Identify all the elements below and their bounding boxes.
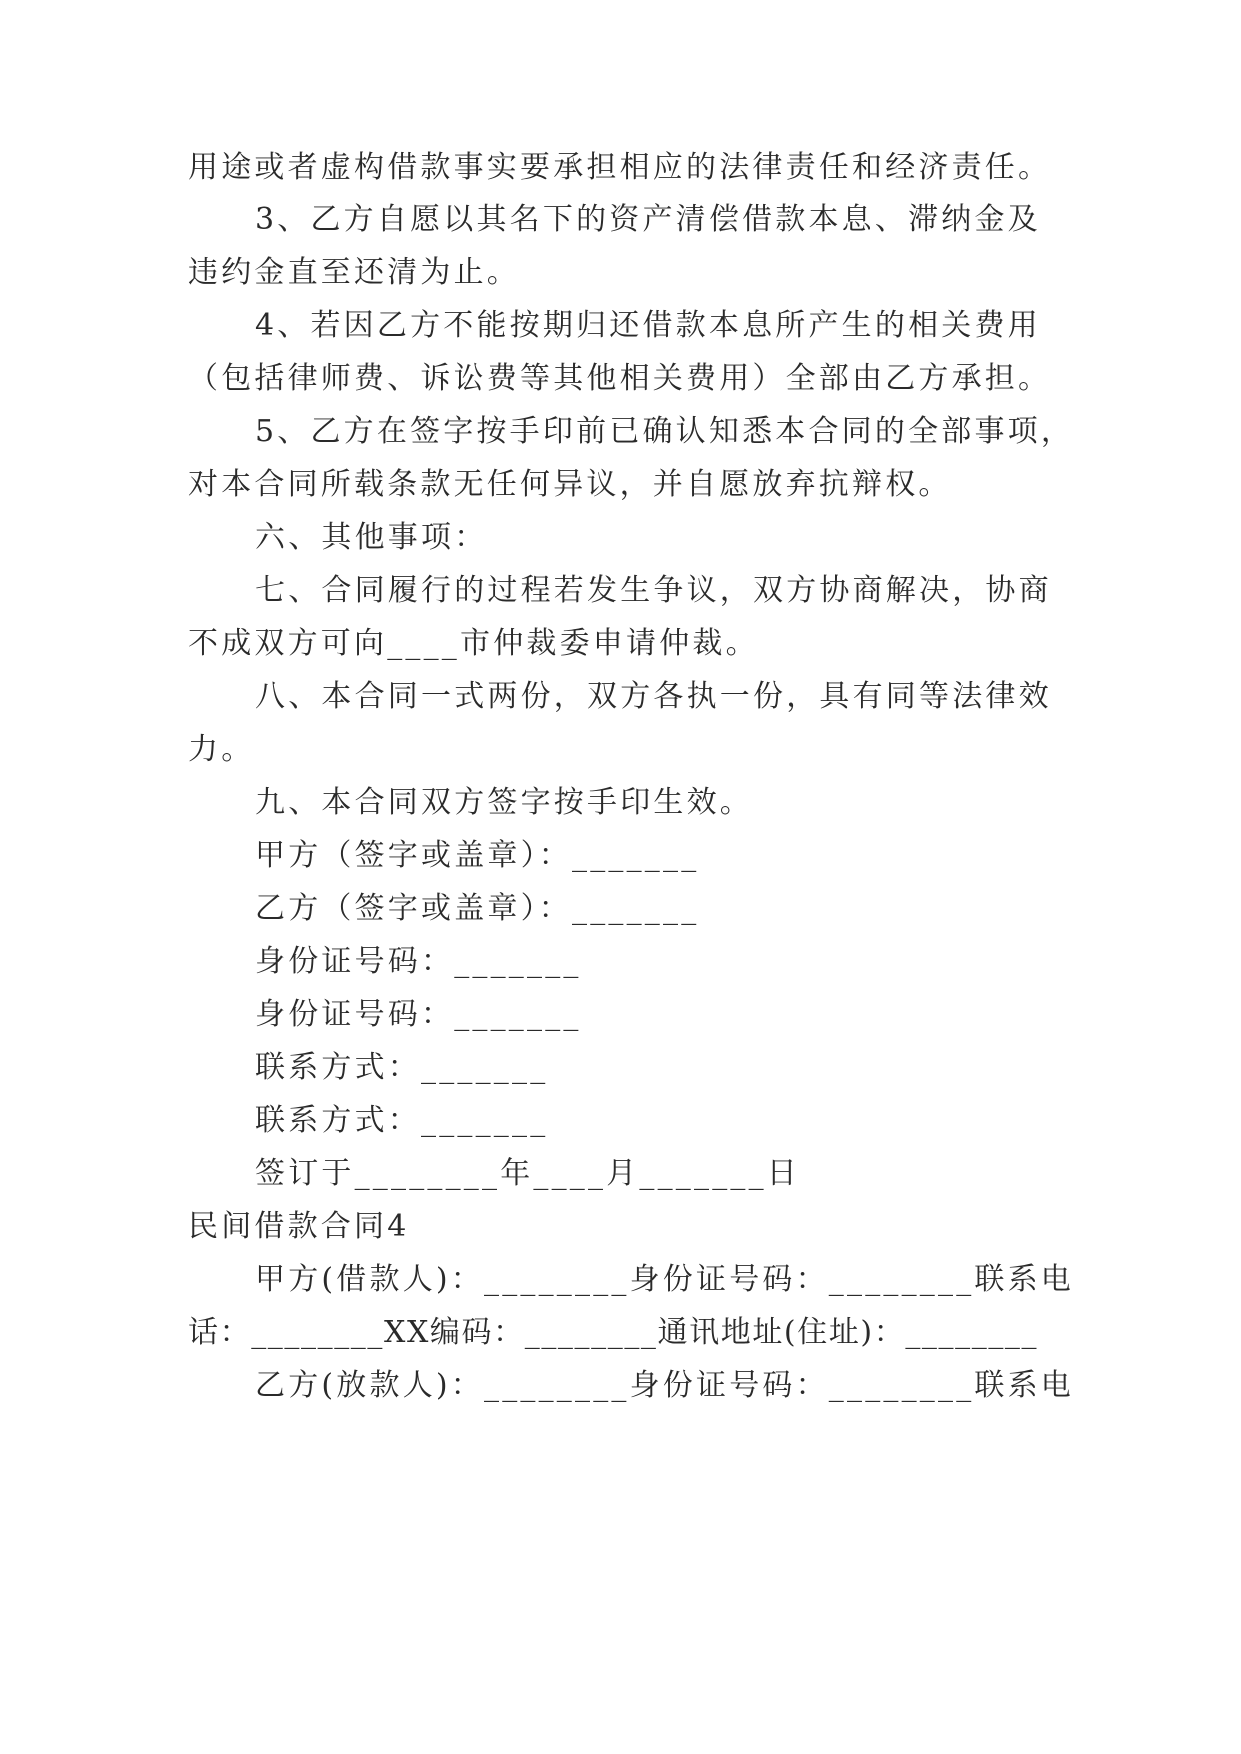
paragraph-line: 对本合同所载条款无任何异议，并自愿放弃抗辩权。 bbox=[188, 467, 952, 502]
section-8-line: 八、本合同一式两份，双方各执一份，具有同等法律效 bbox=[255, 679, 1052, 714]
paragraph-line: 不成双方可向____市仲裁委申请仲裁。 bbox=[188, 626, 759, 661]
party-b-info-line: 乙方(放款人)：________身份证号码：________联系电 bbox=[255, 1368, 1075, 1403]
clause-4-line: 4、若因乙方不能按期归还借款本息所产生的相关费用 bbox=[255, 308, 1041, 343]
contract-title: 民间借款合同4 bbox=[188, 1209, 410, 1244]
paragraph-line: （包括律师费、诉讼费等其他相关费用）全部由乙方承担。 bbox=[188, 361, 1052, 396]
contact-field: 联系方式：_______ bbox=[255, 1050, 549, 1085]
party-a-signature-field: 甲方（签字或盖章）：_______ bbox=[255, 838, 700, 873]
signing-date-field: 签订于________年____月_______日 bbox=[255, 1156, 800, 1191]
contact-field: 联系方式：_______ bbox=[255, 1103, 549, 1138]
paragraph-line: 用途或者虚构借款事实要承担相应的法律责任和经济责任。 bbox=[188, 150, 1052, 185]
section-7-line: 七、合同履行的过程若发生争议，双方协商解决，协商 bbox=[255, 573, 1052, 608]
paragraph-line: 力。 bbox=[188, 732, 255, 767]
id-number-field: 身份证号码：_______ bbox=[255, 944, 582, 979]
clause-5-line: 5、乙方在签字按手印前已确认知悉本合同的全部事项， bbox=[255, 414, 1075, 449]
id-number-field: 身份证号码：_______ bbox=[255, 997, 582, 1032]
section-6-heading: 六、其他事项： bbox=[255, 520, 488, 555]
party-a-info-line: 话：________XX编码：________通讯地址(住址)：________ bbox=[188, 1315, 1039, 1350]
paragraph-line: 违约金直至还清为止。 bbox=[188, 255, 520, 290]
clause-3-line: 3、乙方自愿以其名下的资产清偿借款本息、滞纳金及 bbox=[255, 202, 1041, 237]
section-9-line: 九、本合同双方签字按手印生效。 bbox=[255, 785, 753, 820]
party-a-info-line: 甲方(借款人)：________身份证号码：________联系电 bbox=[255, 1262, 1075, 1297]
party-b-signature-field: 乙方（签字或盖章）：_______ bbox=[255, 891, 700, 926]
